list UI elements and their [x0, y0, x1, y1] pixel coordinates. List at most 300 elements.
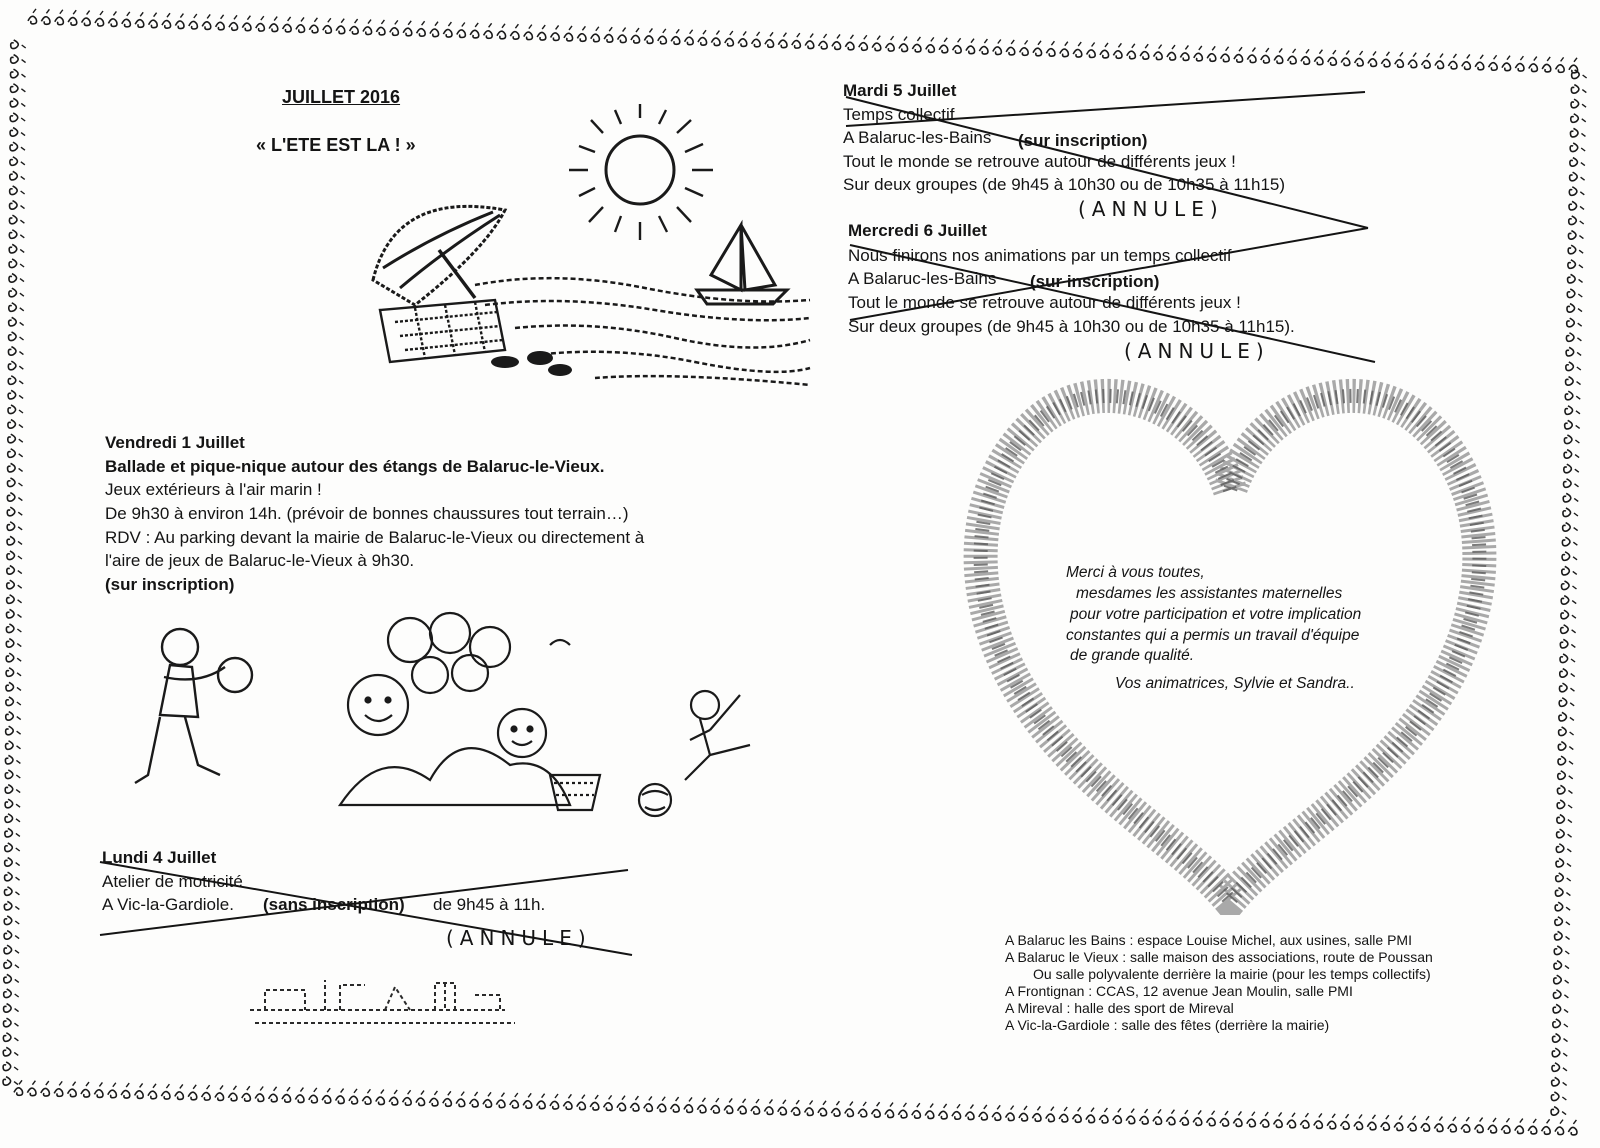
swirl-ornament [926, 37, 935, 52]
swirl-ornament [1247, 48, 1256, 63]
swirl-ornament [1314, 50, 1323, 65]
swirl-ornament [1260, 1112, 1269, 1127]
swirl-ornament [551, 25, 560, 40]
swirl-ornament [1558, 756, 1573, 765]
swirl-ornament [1551, 1092, 1566, 1101]
swirl-ornament [189, 14, 198, 29]
heart-line2: mesdames les assistantes maternelles [1076, 585, 1343, 602]
swirl-ornament [1341, 51, 1350, 66]
swirl-ornament [577, 26, 586, 41]
swirl-ornament [403, 1090, 412, 1105]
swirl-ornament [1422, 53, 1431, 68]
swirl-ornament [1571, 99, 1586, 108]
swirl-ornament [1561, 596, 1576, 605]
swirl-ornament [1542, 57, 1551, 72]
swirl-ornament [1566, 362, 1581, 371]
mercredi-day: Mercredi 6 Juillet [848, 221, 987, 240]
swirl-ornament [4, 931, 19, 940]
swirl-ornament [376, 1090, 385, 1105]
swirl-ornament [805, 1100, 814, 1115]
swirl-ornament [1381, 52, 1390, 67]
swirl-ornament [6, 741, 21, 750]
swirl-ornament [41, 1081, 50, 1096]
lundi-day: Lundi 4 Juillet [102, 848, 217, 867]
swirl-ornament [1555, 1120, 1564, 1135]
location-item: Ou salle polyvalente derrière la mairie (pour les temps collectifs) [1033, 966, 1431, 982]
swirl-ornament [11, 40, 26, 49]
swirl-ornament [349, 1089, 358, 1104]
picnic-kids-icon [340, 613, 600, 810]
swirl-ornament [831, 1101, 840, 1116]
mercredi-cancel-note: (ANNULE) [1124, 339, 1270, 363]
sun-icon [569, 104, 713, 240]
swirl-ornament [550, 1094, 559, 1109]
swirl-ornament [1561, 610, 1576, 619]
swirl-ornament [644, 28, 653, 43]
swirl-ornament [10, 201, 25, 210]
swirl-ornament [765, 32, 774, 47]
swirl-ornament [4, 960, 19, 969]
swirl-ornament [322, 1088, 331, 1103]
swirl-ornament [953, 38, 962, 53]
location-item: A Vic-la-Gardiole : salle des fêtes (derrière la mairie) [1005, 1017, 1330, 1033]
ball-child-icon [639, 691, 750, 816]
vendredi-title: Ballade et pique-nique autour des étangs de Balaruc-le-Vieux. [105, 457, 605, 476]
swirl-ornament [282, 1087, 291, 1102]
swirl-ornament [671, 29, 680, 44]
swirl-ornament [1558, 771, 1573, 780]
swirl-ornament [108, 1083, 117, 1098]
swirl-ornament [979, 1105, 988, 1120]
swirl-ornament [1140, 44, 1149, 59]
location-item: A Frontignan : CCAS, 12 avenue Jean Moulin, salle PMI [1005, 983, 1353, 999]
swirl-ornament [82, 11, 91, 26]
swirl-ornament [993, 40, 1002, 55]
swirl-ornament [1300, 1113, 1309, 1128]
swirl-ornament [644, 1096, 653, 1111]
swirl-ornament [175, 1084, 184, 1099]
vendredi-day: Vendredi 1 Juillet [105, 433, 245, 452]
swirl-ornament [7, 478, 22, 487]
swirl-ornament [1501, 1118, 1510, 1133]
swirl-ornament [6, 712, 21, 721]
swirl-ornament [1570, 172, 1585, 181]
swirl-ornament [685, 30, 694, 45]
location-item: A Mireval : halle des sport de Mireval [1005, 1000, 1234, 1016]
swirl-ornament [1180, 45, 1189, 60]
swirl-ornament [898, 1103, 907, 1118]
swirl-ornament [764, 1099, 773, 1114]
swirl-ornament [295, 1088, 304, 1103]
swirl-ornament [1555, 917, 1570, 926]
swirl-ornament [577, 1095, 586, 1110]
swirl-ornament [1489, 55, 1498, 70]
swirl-ornament [135, 12, 144, 27]
swirl-ornament [6, 682, 21, 691]
vendredi-line4: l'aire de jeux de Balaruc-le-Vieux à 9h30. [105, 551, 415, 570]
swirl-ornament [390, 20, 399, 35]
swirl-ornament [1421, 1116, 1430, 1131]
swirl-ornament [1166, 1110, 1175, 1125]
swirl-ornament [68, 1082, 77, 1097]
swirl-ornament [1568, 274, 1583, 283]
swirl-ornament [1569, 216, 1584, 225]
swirl-ornament [8, 434, 23, 443]
swirl-ornament [524, 25, 533, 40]
swirl-ornament [1261, 48, 1270, 63]
swirl-ornament [1556, 57, 1565, 72]
swirl-ornament [162, 13, 171, 28]
swirl-ornament [1099, 1108, 1108, 1123]
swirl-ornament [175, 14, 184, 29]
swirl-ornament [792, 33, 801, 48]
swirl-ornament [658, 29, 667, 44]
swirl-ornament [1566, 377, 1581, 386]
swirl-ornament [1100, 43, 1109, 58]
swirl-ornament [228, 1086, 237, 1101]
swirl-ornament [1020, 40, 1029, 55]
swirl-ornament [9, 274, 24, 283]
swirl-ornament [121, 1083, 130, 1098]
swirl-ornament [6, 639, 21, 648]
swirl-ornament [496, 1093, 505, 1108]
lundi-cancel-note: (ANNULE) [446, 926, 592, 950]
swirl-ornament [456, 1092, 465, 1107]
swirl-ornament [1529, 57, 1538, 72]
swirl-ornament [484, 23, 493, 38]
swirl-ornament [10, 98, 25, 107]
swirl-ornament [617, 1096, 626, 1111]
swirl-ornament [8, 376, 23, 385]
swirl-ornament [8, 463, 23, 472]
swirl-ornament [6, 726, 21, 735]
swirl-ornament [1234, 47, 1243, 62]
mardi-registration: (sur inscription) [1018, 131, 1148, 150]
swirl-ornament [430, 22, 439, 37]
swirl-ornament [6, 668, 21, 677]
swirl-ornament [296, 17, 305, 32]
swirl-ornament [1247, 1112, 1256, 1127]
swirl-ornament [778, 33, 787, 48]
swirl-ornament [952, 1104, 961, 1119]
swirl-ornament [1046, 41, 1055, 56]
swirl-ornament [1566, 347, 1581, 356]
swirl-ornament [54, 1081, 63, 1096]
swirl-ornament [6, 624, 21, 633]
swirl-ornament [376, 20, 385, 35]
swirl-ornament [912, 37, 921, 52]
swirl-ornament [309, 1088, 318, 1103]
swirl-ornament [1006, 40, 1015, 55]
swirl-ornament [1367, 1115, 1376, 1130]
swirl-ornament [1086, 1108, 1095, 1123]
swirl-ornament [523, 1093, 532, 1108]
month-title: JUILLET 2016 [282, 87, 401, 107]
swirl-ornament [1502, 56, 1511, 71]
swirl-ornament [604, 1095, 613, 1110]
swirl-ornament [6, 697, 21, 706]
swirl-ornament [1567, 318, 1582, 327]
swirl-ornament [537, 25, 546, 40]
swirl-ornament [1559, 698, 1574, 707]
swirl-ornament [497, 24, 506, 39]
swirl-ornament [8, 361, 23, 370]
mardi-line1: Temps collectif [843, 105, 955, 124]
swirl-ornament [1555, 888, 1570, 897]
swirl-ornament [1563, 493, 1578, 502]
swirl-ornament [68, 10, 77, 25]
swirl-ornament [108, 11, 117, 26]
vendredi-line2: De 9h30 à environ 14h. (prévoir de bonnes chaussures tout terrain…) [105, 504, 629, 523]
swirl-ornament [443, 22, 452, 37]
swirl-ornament [1559, 712, 1574, 721]
swirl-ornament [161, 1084, 170, 1099]
swirl-ornament [1327, 1114, 1336, 1129]
swirl-ornament [751, 1099, 760, 1114]
sea-waves [475, 278, 810, 385]
swirl-ornament [1558, 742, 1573, 751]
swirl-ornament [1564, 479, 1579, 488]
heart-line5: de grande qualité. [1070, 647, 1195, 664]
swirl-ornament [188, 1085, 197, 1100]
mardi-day: Mardi 5 Juillet [843, 81, 957, 100]
swirl-ornament [5, 828, 20, 837]
swirl-ornament [1568, 245, 1583, 254]
swirl-ornament [10, 142, 25, 151]
swirl-ornament [1328, 50, 1337, 65]
swirl-ornament [470, 1092, 479, 1107]
swirl-ornament [8, 449, 23, 458]
swirl-ornament [4, 887, 19, 896]
swirl-ornament [1556, 858, 1571, 867]
swirl-ornament [8, 390, 23, 399]
swirl-ornament [336, 19, 345, 34]
swirl-ornament [1274, 48, 1283, 63]
swirl-ornament [1568, 260, 1583, 269]
vendredi-line1: Jeux extérieurs à l'air marin ! [105, 480, 322, 499]
swirl-ornament [429, 1091, 438, 1106]
mardi-line4: Sur deux groupes (de 9h45 à 10h30 ou de 10h35 à 11h15) [843, 175, 1286, 194]
swirl-ornament [1555, 902, 1570, 911]
swirl-ornament [7, 493, 22, 502]
swirl-ornament [9, 288, 24, 297]
swirl-ornament [1221, 47, 1230, 62]
swirl-ornament [1551, 1107, 1566, 1116]
swirl-ornament [10, 157, 25, 166]
swirl-ornament [1567, 289, 1582, 298]
swirl-ornament [6, 609, 21, 618]
swirl-ornament [657, 1097, 666, 1112]
swirl-ornament [899, 37, 908, 52]
swirl-ornament [269, 1087, 278, 1102]
heart-signature: Vos animatrices, Sylvie et Sandra.. [1115, 675, 1355, 692]
swirl-ornament [618, 28, 627, 43]
locations-list [1005, 932, 1525, 1034]
swirl-ornament [8, 405, 23, 414]
boy-ball-icon [135, 629, 252, 783]
swirl-ornament [697, 1098, 706, 1113]
swirl-ornament [1562, 552, 1577, 561]
mercredi-line4: Sur deux groupes (de 9h45 à 10h30 ou de 10h35 à 11h15). [848, 317, 1295, 336]
mercredi-registration: (sur inscription) [1030, 272, 1160, 291]
swirl-ornament [256, 16, 265, 31]
swirl-ornament [41, 9, 50, 24]
swirl-ornament [1561, 625, 1576, 634]
swirl-ornament [1563, 523, 1578, 532]
swirl-ornament [1567, 304, 1582, 313]
swirl-ornament [10, 128, 25, 137]
swirl-ornament [323, 18, 332, 33]
swirl-ornament [1560, 669, 1575, 678]
swirl-ornament [1553, 990, 1568, 999]
swirl-ornament [229, 15, 238, 30]
swirl-ornament [925, 1104, 934, 1119]
heart-line4: constantes qui a permis un travail d'équipe [1066, 627, 1360, 644]
swirl-ornament [1528, 1119, 1537, 1134]
lundi-place: A Vic-la-Gardiole. [102, 895, 234, 914]
swirl-ornament [1570, 158, 1585, 167]
swirl-ornament [604, 27, 613, 42]
swirl-ornament [5, 755, 20, 764]
swirl-ornament [1154, 45, 1163, 60]
swirl-ornament [1553, 1004, 1568, 1013]
swirl-ornament [1552, 1077, 1567, 1086]
swirl-ornament [1113, 1108, 1122, 1123]
swirl-ornament [684, 1097, 693, 1112]
swirl-ornament [255, 1087, 264, 1102]
swirl-ornament [939, 1104, 948, 1119]
swirl-ornament [1560, 639, 1575, 648]
swirl-ornament [725, 31, 734, 46]
swirl-ornament [1565, 391, 1580, 400]
swirl-ornament [1571, 85, 1586, 94]
swirl-ornament [9, 259, 24, 268]
swirl-ornament [1555, 931, 1570, 940]
swirl-ornament [1556, 844, 1571, 853]
swirl-ornament [1563, 508, 1578, 517]
swirl-ornament [1207, 1111, 1216, 1126]
swirl-ornament [149, 13, 158, 28]
toys-sketch [245, 975, 525, 1030]
swirl-ornament [122, 12, 131, 27]
swirl-ornament [1153, 1109, 1162, 1124]
swirl-ornament [939, 38, 948, 53]
swirl-ornament [859, 35, 868, 50]
swirl-ornament [1562, 566, 1577, 575]
swirl-ornament [5, 770, 20, 779]
swirl-ornament [1557, 800, 1572, 809]
children-picnic-illustration [130, 605, 820, 835]
swirl-ornament [3, 1018, 18, 1027]
lundi-line1: Atelier de motricité [102, 872, 243, 891]
swirl-ornament [470, 23, 479, 38]
swirl-ornament [778, 1100, 787, 1115]
swirl-ornament [1408, 1116, 1417, 1131]
swirl-ornament [3, 1047, 18, 1056]
swirl-ornament [1180, 1110, 1189, 1125]
swirl-ornament [885, 1103, 894, 1118]
swirl-ornament [1569, 201, 1584, 210]
swirl-ornament [1564, 450, 1579, 459]
lundi-registration: (sans inscription) [263, 895, 405, 914]
swirl-ornament [1006, 1106, 1015, 1121]
swirl-ornament [7, 566, 22, 575]
swirl-ornament [5, 843, 20, 852]
swirl-ornament [1220, 1111, 1229, 1126]
swirl-ornament [81, 1082, 90, 1097]
swirl-ornament [1462, 54, 1471, 69]
swirl-ornament [738, 31, 747, 46]
swirl-ornament [965, 1105, 974, 1120]
swirl-ornament [1207, 46, 1216, 61]
swirl-ornament [10, 186, 25, 195]
swirl-ornament [1434, 1117, 1443, 1132]
swirl-ornament [979, 39, 988, 54]
swirl-ornament [1475, 55, 1484, 70]
swirl-ornament [845, 35, 854, 50]
swirl-ornament [417, 21, 426, 36]
swirl-ornament [202, 14, 211, 29]
swirl-ornament [752, 32, 761, 47]
swirl-ornament [1193, 1110, 1202, 1125]
swirl-ornament [1046, 1107, 1055, 1122]
swirl-ornament [1565, 420, 1580, 429]
swirl-ornament [5, 814, 20, 823]
swirl-ornament [7, 522, 22, 531]
swirl-ornament [1570, 143, 1585, 152]
swirl-ornament [3, 1062, 18, 1071]
swirl-ornament [94, 1082, 103, 1097]
swirl-ornament [724, 1098, 733, 1113]
lundi-hours: de 9h45 à 11h. [433, 895, 546, 914]
swirl-ornament [966, 39, 975, 54]
swirl-ornament [1060, 42, 1069, 57]
swirl-ornament [1127, 44, 1136, 59]
swirl-ornament [9, 303, 24, 312]
swirl-ornament [1559, 727, 1574, 736]
swirl-ornament [4, 945, 19, 954]
swirl-ornament [1553, 1019, 1568, 1028]
swirl-ornament [832, 34, 841, 49]
swirl-ornament [1126, 1109, 1135, 1124]
swirl-ornament [1569, 187, 1584, 196]
swirl-ornament [4, 916, 19, 925]
swirl-ornament [858, 1102, 867, 1117]
swirl-ornament [563, 1094, 572, 1109]
swirl-ornament [1019, 1106, 1028, 1121]
swirl-ornament [1448, 54, 1457, 69]
swirl-ornament [403, 21, 412, 36]
swirl-ornament [1394, 1116, 1403, 1131]
swirl-ornament [10, 113, 25, 122]
swirl-ornament [1564, 435, 1579, 444]
swirl-ornament [4, 989, 19, 998]
swirl-ornament [202, 1085, 211, 1100]
swirl-ornament [1381, 1115, 1390, 1130]
swirl-ornament [5, 785, 20, 794]
swirl-ornament [1274, 1112, 1283, 1127]
swirl-ornament [1568, 1120, 1577, 1135]
swirl-ornament [818, 1101, 827, 1116]
swirl-ornament [363, 20, 372, 35]
swirl-ornament [872, 1102, 881, 1117]
swirl-ornament [912, 1103, 921, 1118]
swirl-ornament [1475, 1118, 1484, 1133]
swirl-ornament [992, 1105, 1001, 1120]
beach-illustration [355, 100, 815, 395]
swirl-ornament [8, 420, 23, 429]
mardi-place: A Balaruc-les-Bains [843, 128, 992, 147]
